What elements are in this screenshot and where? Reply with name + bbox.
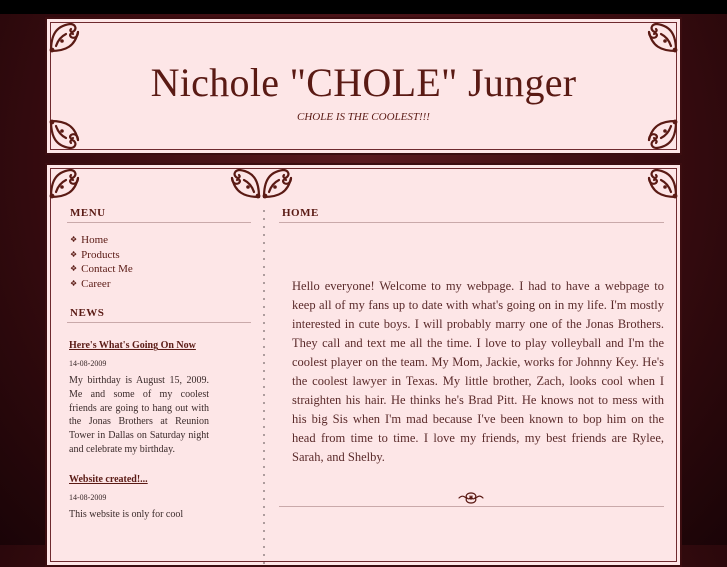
news-item-date: 14-08-2009 bbox=[69, 359, 107, 369]
flourish-corner-icon bbox=[645, 20, 679, 54]
menu-heading: MENU bbox=[67, 207, 251, 223]
news-item-title[interactable]: Website created!... bbox=[69, 473, 148, 485]
news-item-text: My birthday is August 15, 2009. Me and some of my coolest friends are going to hang out with the Jonas Brothers at Reunion Tower in Dallas on Saturday night and celebrate my birthday. bbox=[69, 375, 209, 455]
menu-item-contact[interactable] bbox=[70, 262, 251, 277]
column-divider bbox=[263, 207, 265, 567]
news-heading: NEWS bbox=[67, 307, 251, 323]
flourish-corner-icon bbox=[228, 166, 262, 200]
menu-item-products[interactable] bbox=[70, 248, 251, 263]
sidebar bbox=[67, 207, 251, 521]
flourish-divider-icon bbox=[457, 490, 485, 506]
site-title[interactable]: Nichole "CHOLE" Junger bbox=[150, 60, 577, 105]
diamond-bullet-icon: ❖ bbox=[70, 278, 78, 288]
flourish-corner-icon bbox=[48, 118, 82, 152]
diamond-bullet-icon: ❖ bbox=[70, 264, 78, 274]
news-item-title[interactable]: Here's What's Going On Now bbox=[69, 340, 196, 352]
news-item-text: This website is only for cool bbox=[69, 508, 184, 520]
news-item-date: 14-08-2009 bbox=[69, 492, 107, 502]
top-bar bbox=[0, 0, 727, 14]
menu-item-label: Home bbox=[81, 234, 109, 246]
content-heading: HOME bbox=[279, 207, 664, 223]
content-area bbox=[279, 207, 664, 467]
diamond-bullet-icon: ❖ bbox=[70, 249, 78, 259]
menu-item-label: Career bbox=[81, 277, 111, 290]
flourish-corner-icon bbox=[645, 166, 679, 200]
flourish-corner-icon bbox=[645, 118, 679, 152]
menu-item-home[interactable] bbox=[70, 233, 251, 248]
content-body: Hello everyone! Welcome to my webpage. I had to have a webpage to keep all of my fans up to date with what's going on in my life. I'm mostly interested in cute boys. I will probably marry one of the Jonas Brothers. They call and text me all the time. I love to play volleyball and I'm the coolest player on the team. My Mom, Jackie, works for Johnny Key. He's the coolest lawyer in Texas. My little brother, Zach, looks cool when I straighten his hair. He thinks he's Brad Pitt. He knows not to mess with his big Sis when I'm mad because I've been known to bop him on the head from time to time. I love my friends, my best friends are Rylee, Sarah, and Shelby. bbox=[292, 279, 664, 464]
main-panel bbox=[45, 163, 682, 567]
site-header bbox=[45, 17, 682, 155]
flourish-corner-icon bbox=[261, 166, 295, 200]
site-slogan: CHOLE IS THE COOLEST!!! bbox=[297, 111, 430, 123]
menu-item-label: Products bbox=[81, 248, 120, 261]
flourish-corner-icon bbox=[48, 166, 82, 200]
diamond-bullet-icon: ❖ bbox=[70, 235, 78, 244]
menu-item-label: Contact Me bbox=[81, 263, 133, 276]
flourish-corner-icon bbox=[48, 20, 82, 54]
menu-item-career[interactable] bbox=[70, 277, 251, 292]
content-footer bbox=[279, 490, 664, 507]
menu-list bbox=[67, 233, 251, 291]
